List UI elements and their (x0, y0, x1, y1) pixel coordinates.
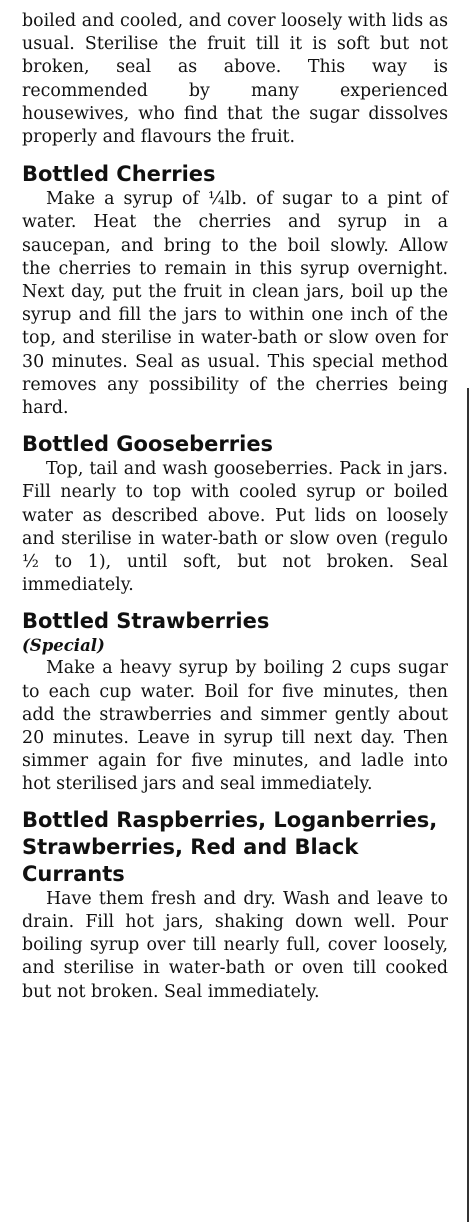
body-bottled-strawberries: Make a heavy syrup by boiling 2 cups sugar to each cup water. Boil for five minutes, then add the strawberries and simmer gently about 20 minutes. Leave in syrup till next day. Then simmer again for five minutes, and ladle into hot sterilised jars and seal immediately. (22, 658, 448, 795)
column-rule (467, 388, 469, 1222)
heading-bottled-gooseberries: Bottled Gooseberries (22, 432, 274, 457)
heading-bottled-strawberries: Bottled Strawberries (22, 609, 270, 634)
body-bottled-raspberries: Have them fresh and dry. Wash and leave to drain. Fill hot jars, shaking down well. Pour boiling syrup over till nearly full, cover loosely, and sterilise in water-bath or oven till cooked but not broken. Seal immediately. (22, 888, 448, 1002)
subheading-special: (Special) (22, 636, 105, 656)
body-bottled-cherries: Make a syrup of ¼lb. of sugar to a pint of water. Heat the cherries and syrup in a saucepan, and bring to the boil slowly. Allow the cherries to remain in this syrup overnight. Next day, put the fruit in clean jars, boil up the syrup and fill the jars to within one inch of the top, and sterilise in water-bath or slow oven for 30 minutes. Seal as usual. This special method removes any possibility of the cherries being hard. (22, 189, 448, 419)
heading-bottled-cherries: Bottled Cherries (22, 162, 216, 187)
heading-bottled-raspberries: Bottled Raspberries, Loganberries, Strawberries, Red and Black Currants (22, 807, 438, 886)
body-bottled-gooseberries: Top, tail and wash gooseberries. Pack in jars. Fill nearly to top with cooled syrup or boiled water as described above. Put lids on loosely and sterilise in water-bath or slow oven (regulo ½ to 1), until soft, but not broken. Seal immediately. (22, 459, 448, 596)
intro-paragraph: boiled and cooled, and cover loosely with lids as usual. Sterilise the fruit till it is soft but not broken, seal as above. This way is recommended by many experienced housewives, who find that the sugar dissolves properly and flavours the fruit. (22, 11, 448, 148)
recipe-page (22, 10, 448, 1004)
